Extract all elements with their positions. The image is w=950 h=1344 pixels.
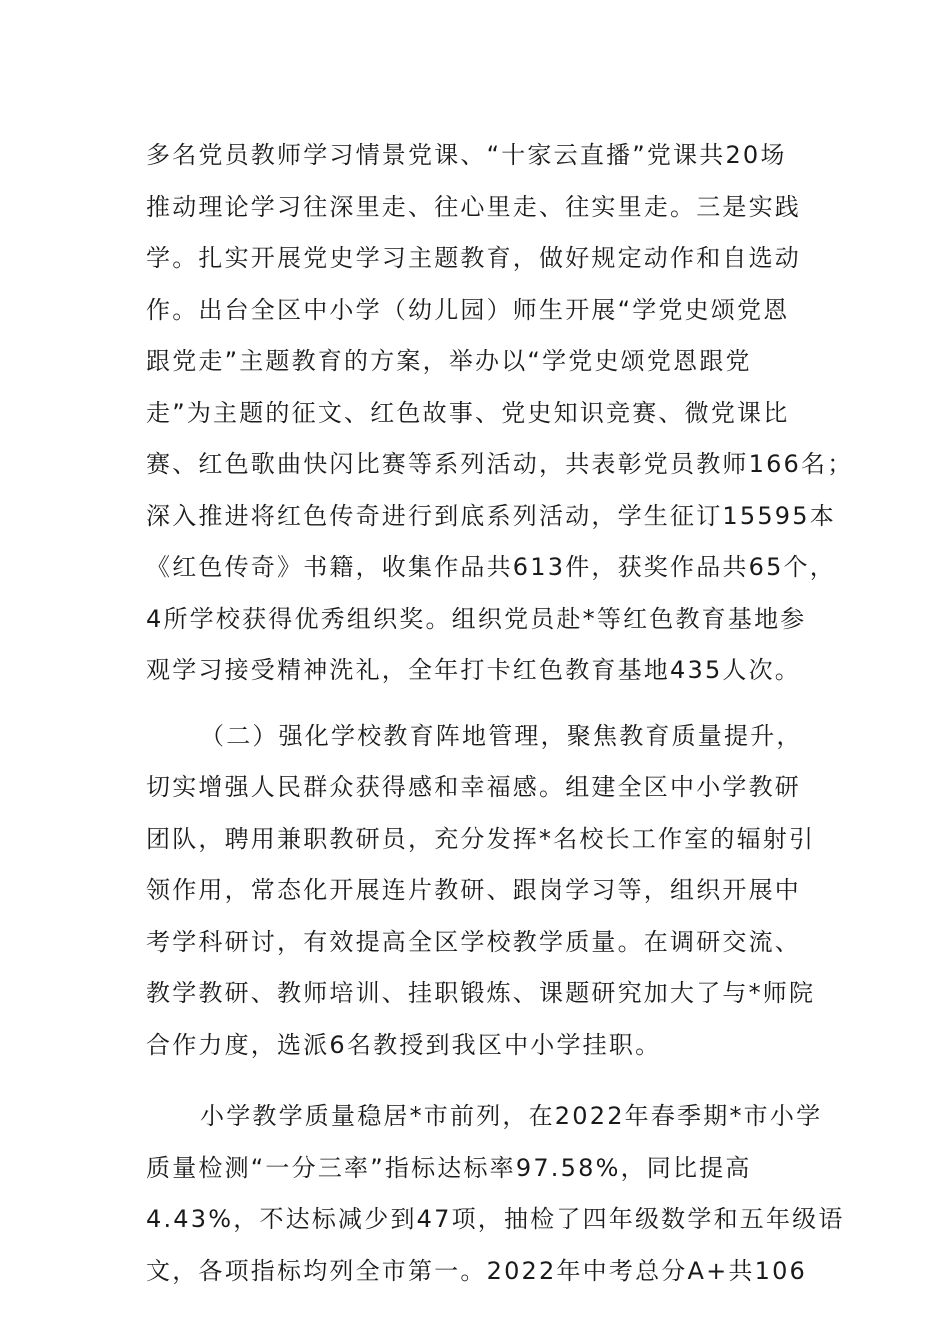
- text-line: 学。扎实开展党史学习主题教育，做好规定动作和自选动: [146, 244, 801, 272]
- text-line: 深入推进将红色传奇进行到底系列活动，学生征订15595本: [146, 501, 836, 530]
- text-line: 质量检测“一分三率”指标达标率97.58%，同比提高: [146, 1153, 752, 1182]
- text-line: 文，各项指标均列全市第一。2022年中考总分A+共106: [146, 1256, 808, 1285]
- text-line: 作。出台全区中小学（幼儿园）师生开展“学党史颂党恩: [146, 295, 790, 324]
- text-line: 观学习接受精神洗礼，全年打卡红色教育基地435人次。: [146, 656, 802, 684]
- text-line: 推动理论学习往深里走、往心里走、往实里走。三是实践: [146, 192, 801, 221]
- text-line: 领作用，常态化开展连片教研、跟岗学习等，组织开展中: [146, 876, 801, 904]
- paragraph-3: [146, 1091, 845, 1297]
- text-line: 跟党走”主题教育的方案，举办以“学党史颂党恩跟党: [146, 347, 752, 375]
- text-line: 《红色传奇》书籍，收集作品共613件，获奖作品共65个，: [146, 553, 836, 581]
- paragraph-1: [146, 130, 854, 697]
- text-line: 小学教学质量稳居*市前列，在2022年春季期*市小学: [200, 1102, 823, 1130]
- text-line: 多名党员教师学习情景党课、“十家云直播”党课共20场: [146, 141, 787, 169]
- section-heading-line: （二）强化学校教育阵地管理，聚焦教育质量提升，: [200, 721, 803, 750]
- text-line: 切实增强人民群众获得感和幸福感。组建全区中小学教研: [146, 773, 801, 801]
- text-line: 教学教研、教师培训、挂职锻炼、课题研究加大了与*师院: [146, 979, 816, 1007]
- text-line: 赛、红色歌曲快闪比赛等系列活动，共表彰党员教师166名；: [146, 450, 854, 478]
- paragraph-2: [146, 711, 816, 1072]
- text-line: 走”为主题的征文、红色故事、党史知识竞赛、微党课比: [146, 398, 790, 427]
- text-line: 合作力度，选派6名教授到我区中小学挂职。: [146, 1030, 662, 1059]
- text-line: 4所学校获得优秀组织奖。组织党员赴*等红色教育基地参: [146, 604, 807, 633]
- text-line: 团队，聘用兼职教研员，充分发挥*名校长工作室的辐射引: [146, 824, 816, 853]
- body-text: [146, 130, 854, 1297]
- text-line: 考学科研讨，有效提高全区学校教学质量。在调研交流、: [146, 927, 801, 956]
- text-line: 4.43%，不达标减少到47项，抽检了四年级数学和五年级语: [146, 1205, 845, 1233]
